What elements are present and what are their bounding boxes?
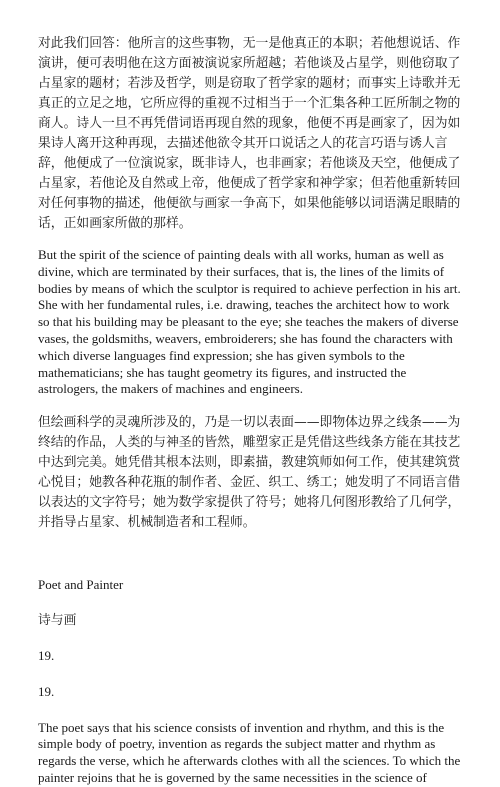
section-number-repeat: 19. [38, 683, 55, 699]
english-paragraph-poet-says: The poet says that his science consists of invention and rhythm, and this is the simple body of poetry, invention as regards the subject matter and rhythm as regards the verse, which he afterwards clothes with all the sciences. To which the painter rejoins that he is governed by the same necessities in the science of [38, 719, 461, 785]
section-number: 19. [38, 647, 55, 663]
chinese-paragraph-spirit-of-painting: 但绘画科学的灵魂所涉及的，乃是一切以表面——即物体边界之线条——为终结的作品，人类的与神圣的皆然，雕塑家正是凭借这些线条方能在其技艺中达到完美。她凭借其根本法则，即素描，教建筑师如何工作，使其建筑赏心悦目；她教各种花瓶的制作者、金匠、织工、绣工；她发明了不同语言借以表达的文字符号；她为数学家提供了符号；她将几何图形教给了几何学，并指导占星家、机械制造者和工程师。 [38, 415, 461, 531]
section-heading-chinese: 诗与画 [38, 612, 77, 628]
chinese-paragraph-poetry-rebuttal: 对此我们回答：他所言的这些事物，无一是他真正的本职；若他想说话、作演讲，便可表明他在这方面被演说家所超越；若他谈及占星学，则他窃取了占星家的题材；若涉及哲学，则是窃取了哲学家的题材；而事实上诗歌并无真正的立足之地，它所应得的重视不过相当于一个汇集各种工匠所制之物的商人。诗人一旦不再凭借词语再现自然的现象，他便不再是画家了，因为如果诗人离开这种再现，去描述他欲令其开口说话之人的花言巧语与诱人言辞，他便成了一位演说家，既非诗人，也非画家；若他谈及天空，他便成了占星家，若他论及自然或上帝，他便成了哲学家和神学家；但若他重新转回对任何事物的描述，他便欲与画家一争高下，如果他能够以词语满足眼睛的话，正如画家所做的那样。 [38, 36, 461, 231]
english-paragraph-spirit-of-painting: But the spirit of the science of painting deals with all works, human as well as divine, which are terminated by their surfaces, that is, the lines of the limits of bodies by means of which the sculptor is required to achieve perfection in his art. She with her fundamental rules, i.e. drawing, teaches the architect how to work so that his building may be pleasant to the eye; she teaches the makers of diverse vases, the goldsmiths, weavers, embroiderers; she has found the characters with which diverse languages find expression; she has given symbols to the mathematicians; she has taught geometry its figures, and instructed the astrologers, the makers of machines and engineers. [38, 247, 461, 397]
spacer [38, 533, 464, 577]
section-heading-english: Poet and Painter [38, 577, 124, 593]
